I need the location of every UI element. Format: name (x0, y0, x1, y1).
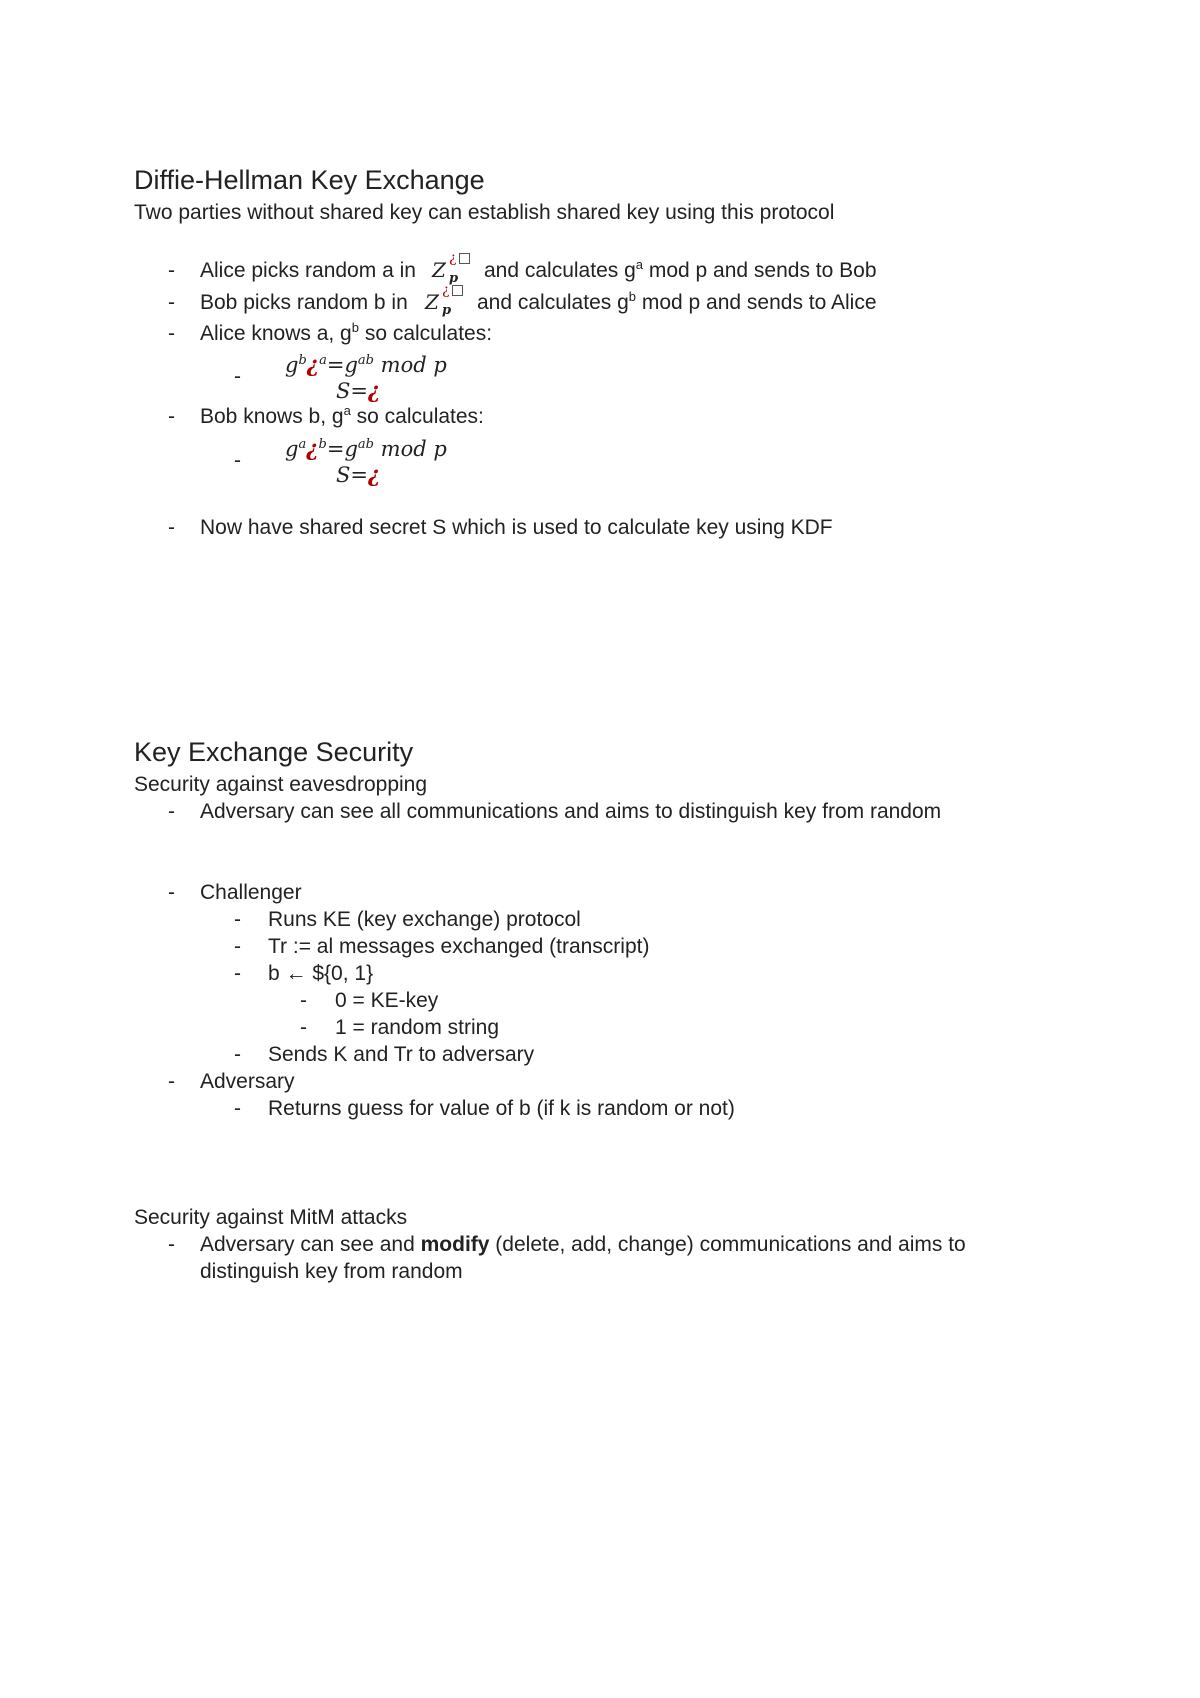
bullet-dash: - (300, 1016, 307, 1039)
transcript-item: Tr := al messages exchanged (transcript) (268, 935, 650, 958)
returns-item: Returns guess for value of b (if k is random or not) (268, 1097, 735, 1120)
section-title-key-exchange-security: Key Exchange Security (134, 737, 414, 767)
challenger-item: Challenger (200, 881, 302, 904)
bullet-dash: - (168, 800, 175, 823)
zero-item: 0 = KE-key (335, 989, 439, 1012)
alice-calculates-text: and calculates $g^a$ mod p and sends to Bob (484, 257, 877, 282)
bullet-dash: - (234, 1097, 241, 1120)
bullet-dash: - (168, 516, 175, 539)
bullet-dash: - (300, 989, 307, 1012)
bullet-dash: - (168, 291, 175, 314)
bullet-dash: - (234, 908, 241, 931)
bullet-dash: - (168, 259, 175, 282)
bob-calculates-text: and calculates $g^b$ mod p and sends to Alice (477, 289, 877, 314)
bullet-dash: - (168, 1233, 175, 1256)
bullet-dash: - (168, 881, 175, 904)
section-title-diffie-hellman: Diffie-Hellman Key Exchange (134, 165, 485, 195)
intro-text: Two parties without shared key can establish shared key using this protocol (134, 201, 835, 224)
eavesdropping-heading: Security against eavesdropping (134, 773, 428, 796)
adversary-item: Adversary (200, 1070, 295, 1093)
bullet-dash: - (168, 1070, 175, 1093)
bullet-dash: - (234, 365, 241, 388)
mitm-item: Adversary can see and modify (delete, add, change) communications and aims to (200, 1233, 966, 1256)
bullet-dash: - (234, 1043, 241, 1066)
one-item: 1 = random string (335, 1016, 500, 1039)
bullet-dash: - (234, 449, 241, 472)
alice-picks-text: Alice picks random a in (200, 259, 416, 282)
bullet-dash: - (234, 962, 241, 985)
b-choice-item: b ← ${0, 1} (268, 962, 374, 985)
bob-picks-text: Bob picks random b in (200, 291, 408, 314)
bullet-dash: - (168, 405, 175, 428)
eavesdropping-item: Adversary can see all communications and aims to distinguish key from random (200, 800, 942, 823)
shared-secret-text: Now have shared secret S which is used to calculate key using KDF (200, 516, 833, 539)
alice-equation: $g^b¿^a=g^{ab}$ mod p (285, 352, 447, 377)
bob-knows-text: Bob knows b, $g^a$ so calculates: (200, 403, 484, 428)
bob-equation: $g^a¿^b=g^{ab}$ mod p (285, 436, 447, 461)
alice-knows-text: Alice knows a, $g^b$ so calculates: (200, 320, 493, 345)
mitm-item-line2: distinguish key from random (200, 1260, 463, 1283)
runs-ke-item: Runs KE (key exchange) protocol (268, 908, 581, 931)
sends-item: Sends K and Tr to adversary (268, 1043, 535, 1066)
zp-star-symbol: Z ¿ p (425, 284, 469, 324)
mitm-heading: Security against MitM attacks (134, 1206, 408, 1229)
bullet-dash: - (234, 935, 241, 958)
zp-star-symbol: Z ¿ p (432, 252, 476, 292)
alice-s-equation: S=¿ (336, 378, 381, 403)
bob-s-equation: S=¿ (336, 462, 381, 487)
bullet-dash: - (168, 322, 175, 345)
